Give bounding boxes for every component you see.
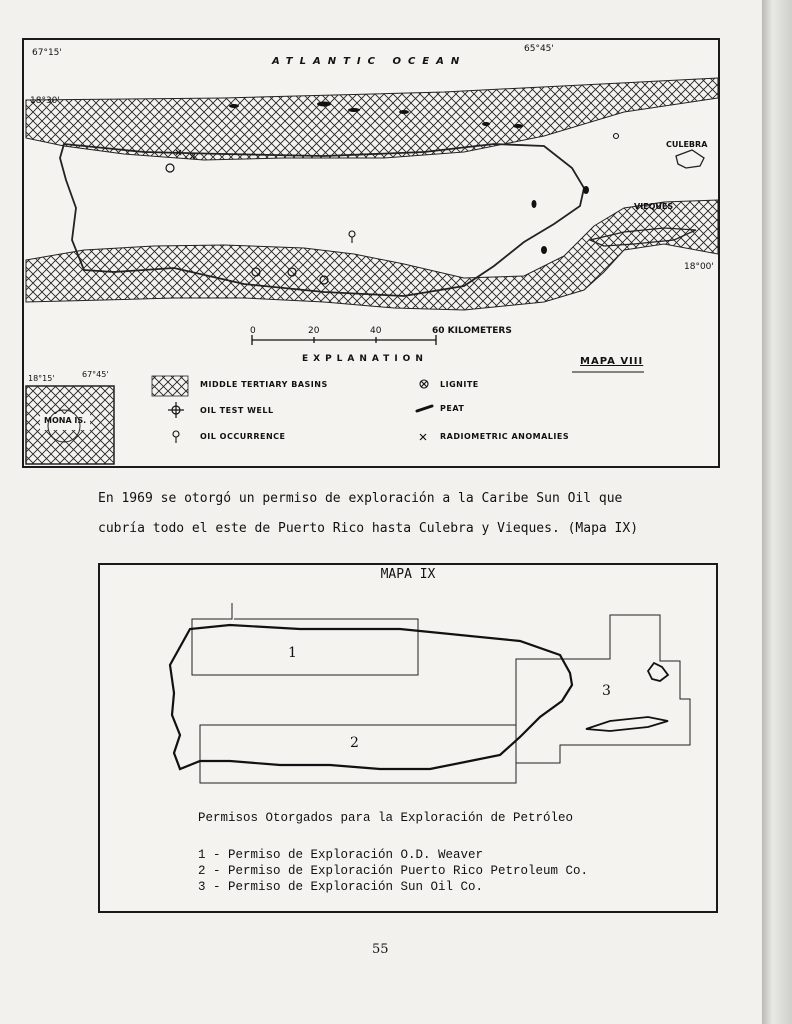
- puerto-rico-outline: [170, 625, 572, 769]
- legend-oil-occurrence: OIL OCCURRENCE: [200, 432, 286, 441]
- region-3-label: 3: [602, 683, 611, 699]
- scale-40: 40: [370, 326, 382, 336]
- permit-item-2: 2 - Permiso de Exploración Puerto Rico Petroleum Co.: [198, 864, 589, 878]
- legend-oil-test-well: OIL TEST WELL: [200, 406, 274, 415]
- legend-lignite-symbol: [420, 380, 428, 388]
- permit-item-3: 3 - Permiso de Exploración Sun Oil Co.: [198, 880, 484, 894]
- legend-lignite: LIGNITE: [440, 380, 479, 389]
- scale-20: 20: [308, 326, 320, 336]
- vieques-island: [586, 717, 668, 731]
- legend-radiometric-symbol: [420, 434, 426, 440]
- coord-left: 18°30': [30, 96, 60, 106]
- scale-60: 60 KILOMETERS: [432, 326, 512, 336]
- north-tertiary-basin: [26, 78, 718, 160]
- geologic-map-viii: [22, 38, 720, 468]
- body-paragraph-line-1: En 1969 se otorgó un permiso de exploración a la Caribe Sun Oil que: [98, 491, 623, 506]
- legend-basin-swatch: [152, 376, 188, 396]
- permit-map-ix: [98, 563, 718, 913]
- permit-1-area: [192, 603, 418, 675]
- map-ix-title: MAPA IX: [380, 567, 436, 582]
- binding-edge: [762, 0, 792, 1024]
- mapa-viii-label: MAPA VIII: [580, 356, 644, 367]
- legend-oil-test-well-symbol: [168, 402, 184, 418]
- coord-top-left: 67°15': [32, 48, 62, 58]
- legend-basins: MIDDLE TERTIARY BASINS: [200, 380, 328, 389]
- legend-peat-symbol: [417, 406, 432, 411]
- vieques-label: VIEQUES: [634, 202, 674, 211]
- region-2-label: 2: [350, 735, 359, 751]
- region-1-label: 1: [288, 645, 297, 661]
- inset-coord-right: 67°45': [82, 370, 109, 379]
- coord-right: 18°00': [684, 262, 714, 272]
- legend-peat: PEAT: [440, 404, 465, 413]
- legend-oil-occurrence-symbol: [173, 431, 179, 443]
- permit-2-area: [200, 725, 516, 783]
- scale-bar: [252, 335, 436, 345]
- map-viii-drawing: [24, 40, 718, 466]
- culebra-island: [676, 150, 704, 168]
- culebra-label: CULEBRA: [666, 140, 708, 149]
- permit-item-1: 1 - Permiso de Exploración O.D. Weaver: [198, 848, 484, 862]
- scale-0: 0: [250, 326, 256, 336]
- permit-list: [198, 847, 588, 895]
- culebra-island: [648, 663, 668, 681]
- body-paragraph-line-2: cubría todo el este de Puerto Rico hasta Culebra y Vieques. (Mapa IX): [98, 521, 639, 536]
- mona-island-inset: [26, 386, 114, 464]
- lignite-sites: [166, 164, 174, 172]
- explanation-heading: EXPLANATION: [302, 354, 428, 364]
- coord-top-right: 65°45': [524, 44, 554, 54]
- inset-coord-left: 18°15': [28, 374, 55, 383]
- ocean-label: ATLANTIC OCEAN: [272, 56, 467, 67]
- legend-radiometric: RADIOMETRIC ANOMALIES: [440, 432, 570, 441]
- map-ix-caption: Permisos Otorgados para la Exploración de Petróleo: [198, 811, 574, 825]
- page-number: 55: [372, 942, 389, 957]
- inset-label: MONA IS.: [44, 416, 87, 425]
